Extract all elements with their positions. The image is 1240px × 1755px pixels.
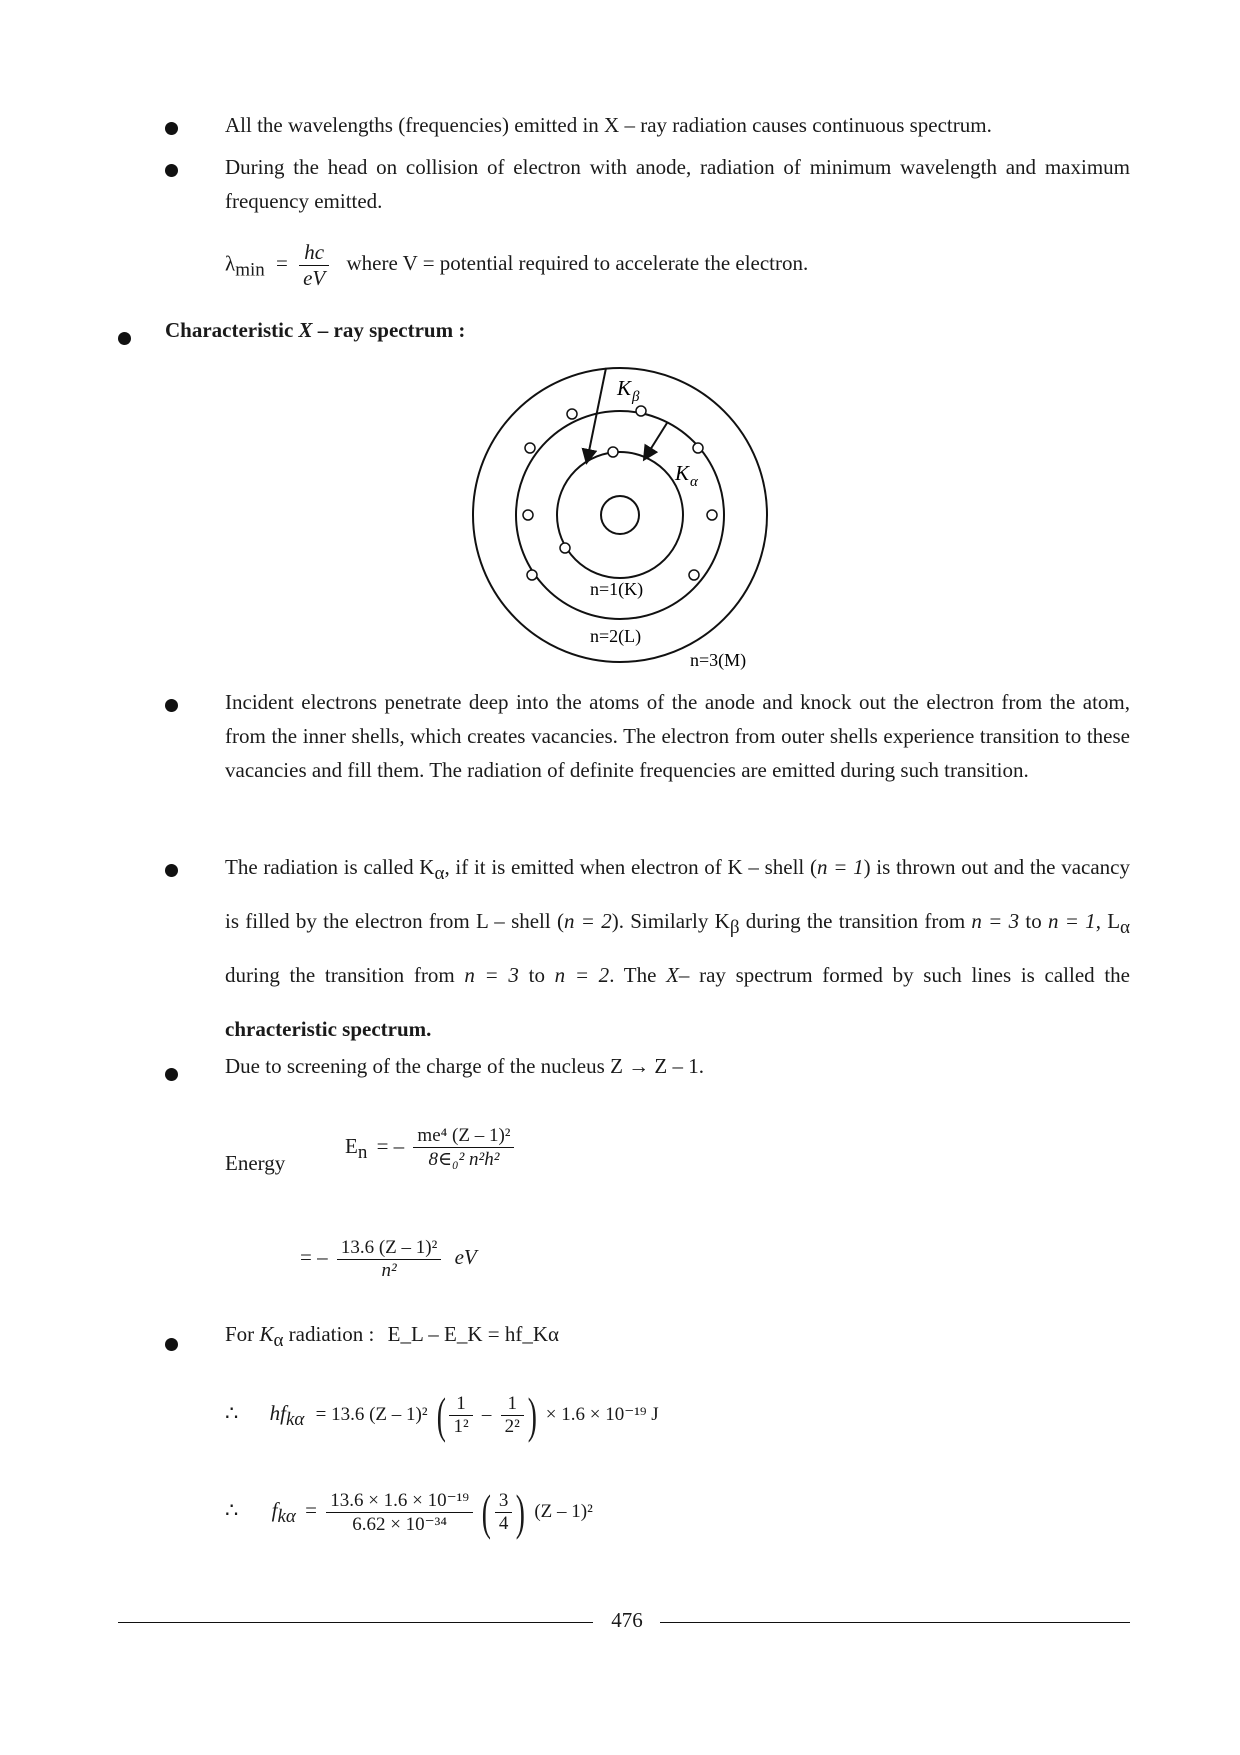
bullet-dot — [165, 1068, 178, 1081]
kalpha-radiation-line: For $K_\alpha$ radiation : E_L – E_K = hf_Kα — [225, 1322, 560, 1352]
bullet-dot — [165, 864, 178, 877]
electron — [608, 447, 618, 457]
f-kalpha-formula: ∴ $f_{k\alpha}$ = $\frac{\text{13.6 × 1.6 × 10⁻¹⁹}}{\text{6.62 × 10⁻³⁴}}$ ( $\frac{3}{4}$ ) (Z – 1)² — [225, 1484, 593, 1540]
screening-text: Due to screening of the charge of the nucleus Z → Z – 1. — [225, 1054, 704, 1078]
electron — [693, 443, 703, 453]
nucleus — [601, 496, 639, 534]
shell-l-label: n=2(L) — [590, 626, 642, 646]
k-alpha-label: $K_\alpha$ — [675, 461, 698, 490]
lambda-min-formula: $\lambda_{min}$ = $\frac{hc}{eV}$ where V = potential required to accelerate the electron. — [225, 240, 809, 290]
section-bullet — [118, 332, 131, 345]
electron — [707, 510, 717, 520]
footer-rule-left — [118, 1622, 593, 1623]
electron — [689, 570, 699, 580]
electron — [567, 409, 577, 419]
bullet-dot — [165, 122, 178, 135]
energy-formula-numeric: = – $\frac{\text{13.6 (Z – 1)²}}{\text{n²}}$ eV — [300, 1237, 477, 1281]
k-alpha-arrow — [645, 423, 667, 458]
k-beta-label: $K_\beta$ — [617, 376, 640, 405]
bullet-dot — [165, 699, 178, 712]
electron — [527, 570, 537, 580]
para-radiation-naming: The radiation is called $K_\alpha$, if it is emitted when electron of K – shell (n = 1) is thrown out and the vacancy is filled by the electron from L – shell (n = 2). Similarly $K_\beta$ during the transition from n = 3 to n = 1, $L_\alpha$ during the transition from n = 3 to n = 2. The X– ray spectrum formed by such lines is called the chracteristic spectrum. — [225, 855, 1130, 1041]
shell-m — [473, 368, 767, 662]
energy-label: Energy — [225, 1151, 286, 1175]
para-incident-electrons: Incident electrons penetrate deep into the atoms of the anode and knock out the electron from the atom, from the inner shells, which creates vacancies. The electron from outer shells experience transition to these vacancies and fill them. The radiation of definite frequencies are emitted during such transition. — [225, 690, 1130, 782]
section-title: Characteristic X – ray spectrum : — [165, 318, 466, 342]
electron — [560, 543, 570, 553]
bullet-text-collision: During the head on collision of electron with anode, radiation of minimum wavelength and maximum frequency emitted. — [225, 155, 1130, 213]
energy-formula: $E_n$ = – $\frac{\text{me⁴ (Z – 1)²}}{\text{8∈₀² n²h²}}$ — [345, 1125, 514, 1171]
electron — [525, 443, 535, 453]
page-number: 476 — [611, 1608, 643, 1632]
hf-kalpha-formula: ∴ $hf_{k\alpha} = 13.6$ (Z – 1)² ( $\frac{1}{\text{1²}}$ – $\frac{1}{\text{2²}}$ ) × 1.6 × 10⁻¹⁹ J — [225, 1387, 659, 1443]
bullet-dot — [165, 164, 178, 177]
atom-shell-diagram — [460, 355, 780, 675]
electron — [523, 510, 533, 520]
shell-k-label: n=1(K) — [590, 579, 644, 599]
bullet-dot — [165, 1338, 178, 1351]
electron — [636, 406, 646, 416]
bullet-text-continuous: All the wavelengths (frequencies) emitted in X – ray radiation causes continuous spectrum. — [225, 113, 992, 137]
shell-k — [557, 452, 683, 578]
shell-m-label: n=3(M) — [690, 650, 747, 670]
footer-rule-right — [660, 1622, 1130, 1623]
